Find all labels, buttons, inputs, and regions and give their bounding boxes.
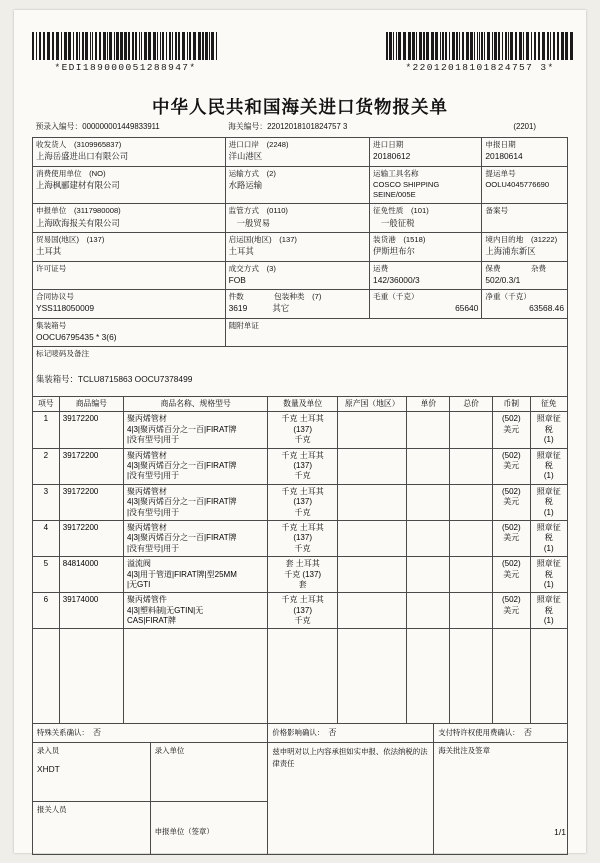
goods-item-no: 6 (33, 593, 60, 629)
price-influence-value: 否 (328, 728, 337, 738)
trade-country-value: 土耳其 (36, 246, 62, 257)
insurance-value: 502/0.3/1 (485, 274, 521, 285)
levy-nature-label: 征免性质 (373, 206, 404, 216)
goods-item-no: 1 (33, 412, 60, 448)
declare-date-label: 申报日期 (485, 140, 516, 149)
goods-name-line: |没有型号|用于 (126, 507, 180, 517)
col-levy: 征免 (530, 397, 567, 412)
transport-name-label: 运输工具名称 (373, 168, 419, 178)
field-declarant (33, 204, 226, 233)
row-container (33, 318, 568, 347)
declaration-header-table (32, 120, 568, 397)
goods-unit-price (407, 448, 450, 484)
col-origin: 原产国（地区） (337, 397, 407, 412)
goods-qty-unit (268, 448, 338, 484)
goods-name-line: 4|3|聚丙烯百分之一百|FIRAT牌 (126, 533, 237, 543)
royalty-value: 否 (523, 728, 532, 738)
goods-qty-line: (137) (293, 533, 312, 543)
row-consumer (33, 166, 568, 204)
load-port-value: 伊斯坦布尔 (373, 246, 415, 257)
entry-unit-label: 录入单位 (154, 745, 185, 755)
row-consignee (33, 138, 568, 167)
goods-qty-line: 千克 (294, 543, 311, 553)
goods-name-line: CAS|FIRAT牌 (126, 616, 176, 626)
container-line-value: TCLU8715863 OOCU7378499 (77, 373, 193, 384)
consumer-value: 上海枫郦建材有限公司 (36, 179, 120, 190)
trade-country-code: (137) (86, 234, 105, 244)
barcode-left-text: *EDI189000051288947* (54, 62, 197, 73)
consignee-code: (3109965837) (73, 140, 122, 149)
goods-currency: (502) 美元 (493, 520, 530, 556)
entry-clerk-value: XHDT (37, 764, 60, 775)
bill-no-value: OOLU4045776690 (485, 179, 550, 189)
barcode-right-text: *22012018101824757 3* (405, 62, 555, 73)
container-no-label: 集装箱号 (36, 320, 67, 330)
goods-unit-price (407, 593, 450, 629)
goods-qty-line: 千克 土耳其 (281, 522, 324, 532)
field-port (225, 138, 369, 167)
goods-currency: (502) 美元 (493, 448, 530, 484)
barcode-left-bars (32, 32, 219, 60)
field-origin-country (225, 232, 369, 261)
field-contract-no (33, 290, 226, 319)
packages-value: 3619 (228, 303, 248, 314)
goods-qty-line: 千克 (294, 507, 311, 517)
statement-text: 兹申明对以上内容承担如实申报、依法纳税的法律责任 (272, 746, 428, 768)
goods-name-line: 聚丙烯管材 (126, 522, 167, 532)
goods-total-price (450, 520, 493, 556)
field-load-port (370, 232, 482, 261)
goods-levy: 照章征税 (1) (530, 593, 567, 629)
customs-no-cell (225, 120, 369, 138)
field-consumer (33, 166, 226, 204)
transport-name-value: COSCO SHIPPING SEINE/005E (373, 179, 440, 200)
goods-qty-line: 千克 (137) (284, 569, 322, 579)
goods-origin (337, 412, 407, 448)
declare-date-value: 20180614 (485, 151, 523, 162)
goods-blank-row (33, 629, 568, 724)
goods-total-price (450, 412, 493, 448)
load-port-label: 装货港 (373, 234, 396, 244)
goods-row (33, 412, 568, 448)
pre-entry-cell (33, 120, 226, 138)
goods-name-line: 4|3|聚丙烯百分之一百|FIRAT牌 (126, 497, 237, 507)
goods-hs-code: 39172200 (59, 484, 123, 520)
row-confirmations (33, 724, 568, 742)
goods-qty-line: 千克 土耳其 (281, 595, 324, 605)
field-consignee (33, 138, 226, 167)
col-currency: 币制 (493, 397, 530, 412)
goods-row (33, 593, 568, 629)
goods-origin (337, 593, 407, 629)
goods-qty-line: 千克 土耳其 (281, 450, 324, 460)
supervision-code: (0110) (266, 206, 288, 216)
pre-entry-value: 000000001449833911 (82, 122, 160, 131)
terms-value: FOB (228, 274, 246, 285)
origin-country-code: (137) (279, 234, 297, 244)
footer-table (32, 723, 568, 854)
goods-name-spec (123, 412, 267, 448)
container-line-label: 集装箱号： (36, 373, 78, 384)
cell-statement (268, 742, 434, 854)
marks-label: 标记唛码及备注 (36, 349, 90, 359)
document-title: 中华人民共和国海关进口货物报关单 (152, 97, 448, 117)
freight-label: 运费 (373, 263, 389, 273)
gross-weight-label: 毛重（千克） (373, 292, 419, 302)
license-no-label: 许可证号 (36, 263, 67, 273)
goods-levy: 照章征税 (1) (530, 484, 567, 520)
cell-declare-unit (150, 801, 268, 854)
goods-qty-line: (137) (293, 605, 312, 615)
goods-qty-line: 套 (298, 579, 307, 589)
col-name-spec: 商品名称、规格型号 (123, 397, 267, 412)
contract-no-value: YSS118050009 (36, 303, 95, 314)
import-date-value: 20180612 (373, 151, 411, 162)
goods-origin (337, 520, 407, 556)
barcode-right (386, 32, 574, 73)
goods-hs-code: 39174000 (59, 593, 123, 629)
goods-qty-line: (137) (293, 461, 312, 470)
goods-name-line: 聚丙烯管材 (126, 486, 167, 496)
declarant-label: 申报单位 (36, 206, 67, 216)
col-hs-code: 商品编号 (59, 397, 123, 412)
port-value: 洋山港区 (228, 151, 263, 162)
goods-item-no: 5 (33, 557, 60, 593)
cell-entry-unit (150, 742, 268, 801)
field-packages (225, 290, 369, 319)
goods-levy: 照章征税 (1) (530, 448, 567, 484)
insurance-label: 保费 (485, 263, 501, 273)
package-type-code: (7) (312, 292, 322, 302)
customs-no-value: 22012018101824757 3 (267, 122, 348, 131)
goods-name-line: 4|3|聚丙烯百分之一百|FIRAT牌 (126, 461, 237, 470)
goods-qty-unit (268, 520, 338, 556)
goods-hs-code: 39172200 (59, 520, 123, 556)
pre-entry-label: 预录入编号： (35, 122, 83, 131)
row-signatures (33, 742, 568, 801)
goods-name-spec (123, 557, 267, 593)
goods-item-no: 2 (33, 448, 60, 484)
seq-value: (2201) (513, 122, 536, 131)
goods-qty-unit (268, 484, 338, 520)
goods-currency: (502) 美元 (493, 593, 530, 629)
col-total-price: 总价 (450, 397, 493, 412)
field-license-no (33, 261, 226, 290)
import-date-label: 进口日期 (373, 140, 404, 149)
supervision-label: 监管方式 (228, 206, 259, 216)
goods-name-line: |没有型号|用于 (126, 471, 180, 481)
goods-levy: 照章征税 (1) (530, 412, 567, 448)
supervision-value: 一般贸易 (236, 217, 271, 228)
goods-name-line: |无GTI (126, 579, 151, 589)
goods-unit-price (407, 557, 450, 593)
goods-name-line: 溢流阀 (126, 559, 151, 569)
declarant-value: 上海欧海报关有限公司 (36, 217, 120, 228)
goods-name-spec (123, 484, 267, 520)
net-weight-value: 63568.46 (529, 303, 564, 314)
goods-qty-line: 千克 (294, 471, 311, 481)
goods-qty-line: (137) (293, 497, 312, 507)
row-marks (33, 347, 568, 397)
goods-unit-price (407, 412, 450, 448)
goods-name-line: |没有型号|用于 (126, 543, 180, 553)
port-label: 进口口岸 (228, 140, 259, 149)
field-marks (33, 347, 568, 397)
goods-qty-line: 千克 (294, 435, 311, 445)
field-levy-nature (370, 204, 482, 233)
goods-origin (337, 448, 407, 484)
port-code: (2248) (266, 140, 289, 149)
goods-levy: 照章征税 (1) (530, 520, 567, 556)
goods-levy: 照章征税 (1) (530, 557, 567, 593)
page-number: 1/1 (554, 827, 566, 837)
goods-name-spec (123, 593, 267, 629)
goods-header-row (33, 397, 568, 412)
field-terms (225, 261, 369, 290)
field-bill-no (482, 166, 568, 204)
row-contract (33, 290, 568, 319)
field-record-no (482, 204, 568, 233)
customs-no-label: 海关编号： (228, 122, 268, 131)
goods-unit-price (407, 484, 450, 520)
row-trade-country (33, 232, 568, 261)
scanned-form-sheet (14, 10, 586, 853)
field-supervision (225, 204, 369, 233)
field-freight (370, 261, 482, 290)
goods-name-line: 聚丙烯管件 (126, 595, 167, 605)
misc-label: 杂费 (530, 263, 547, 273)
goods-hs-code: 84814000 (59, 557, 123, 593)
row-preentry (33, 120, 568, 138)
barcode-right-bars (386, 32, 574, 60)
field-transport-name (370, 166, 482, 204)
package-type-label: 包装种类 (274, 292, 305, 302)
field-trade-country (33, 232, 226, 261)
goods-total-price (450, 484, 493, 520)
net-weight-label: 净重（千克） (485, 292, 531, 302)
goods-qty-line: 套 土耳其 (285, 559, 320, 569)
goods-qty-unit (268, 557, 338, 593)
cell-entry-clerk (33, 742, 151, 801)
row-license (33, 261, 568, 290)
field-import-date (370, 138, 482, 167)
goods-qty-line: 千克 土耳其 (281, 414, 324, 424)
col-unit-price: 单价 (407, 397, 450, 412)
goods-total-price (450, 593, 493, 629)
goods-total-price (450, 557, 493, 593)
goods-currency: (502) 美元 (493, 484, 530, 520)
goods-name-line: 4|3|聚丙烯百分之一百|FIRAT牌 (126, 424, 237, 434)
declarant-code: (3117980008) (73, 206, 121, 216)
goods-origin (337, 484, 407, 520)
contract-no-label: 合同协议号 (36, 292, 74, 302)
packages-label: 件数 (228, 292, 244, 302)
dest-region-value: 上海浦东新区 (485, 246, 536, 257)
goods-unit-price (407, 520, 450, 556)
consignee-value: 上海岳盛进出口有限公司 (36, 151, 129, 162)
special-relation-label: 特殊关系确认： (37, 728, 86, 738)
origin-country-value: 土耳其 (228, 246, 254, 257)
goods-qty-line: 千克 土耳其 (281, 486, 324, 496)
dest-region-label: 境内目的地 (485, 234, 524, 244)
field-net-weight (482, 290, 568, 319)
cell-declarant-person (33, 801, 151, 854)
declarant-person-label: 报关人员 (37, 804, 67, 814)
goods-name-spec (123, 520, 267, 556)
goods-item-no: 4 (33, 520, 60, 556)
goods-qty-unit (268, 593, 338, 629)
field-insurance-misc (482, 261, 568, 290)
goods-name-line: |没有型号|用于 (126, 435, 180, 445)
levy-nature-code: (101) (411, 206, 429, 216)
goods-qty-unit (268, 412, 338, 448)
transport-mode-code: (2) (266, 168, 276, 178)
seq-value-cell (482, 120, 568, 138)
royalty-label: 支付特许权使用费确认： (438, 728, 516, 738)
field-gross-weight (370, 290, 482, 319)
field-transport-mode (225, 166, 369, 204)
transport-mode-value: 水路运输 (228, 179, 263, 190)
price-influence-label: 价格影响确认： (272, 728, 321, 738)
field-dest-region (482, 232, 568, 261)
terms-code: (3) (266, 263, 276, 273)
goods-name-spec (123, 448, 267, 484)
goods-row (33, 448, 568, 484)
freight-value: 142/36000/3 (373, 274, 420, 285)
goods-name-line: 4|3|塑料制|无GTIN|无 (126, 605, 204, 615)
attached-docs-label: 随附单证 (228, 320, 259, 330)
barcode-left (32, 32, 219, 73)
load-port-code: (1518) (403, 234, 426, 244)
levy-nature-value: 一般征税 (381, 217, 415, 228)
goods-hs-code: 39172200 (59, 412, 123, 448)
package-type-value: 其它 (272, 303, 290, 314)
transport-mode-label: 运输方式 (228, 168, 259, 178)
goods-qty-line: (137) (293, 424, 312, 434)
entry-clerk-label: 录入员 (37, 745, 60, 755)
goods-name-line: 聚丙烯管材 (126, 414, 167, 424)
field-declare-date (482, 138, 568, 167)
consumer-code: (NO) (89, 168, 106, 178)
seq-cell (370, 120, 482, 138)
bill-no-label: 提运单号 (485, 168, 516, 178)
terms-label: 成交方式 (228, 263, 259, 273)
goods-table (32, 396, 568, 724)
col-qty-unit: 数量及单位 (268, 397, 338, 412)
trade-country-label: 贸易国(地区) (36, 234, 80, 244)
goods-row (33, 520, 568, 556)
goods-qty-line: 千克 (294, 616, 311, 626)
origin-country-label: 启运国(地区) (228, 234, 272, 244)
consumer-label: 消费使用单位 (36, 168, 82, 178)
field-attached-docs (225, 318, 567, 347)
goods-origin (337, 557, 407, 593)
declare-unit-label: 申报单位（签章） (154, 826, 214, 836)
goods-row (33, 484, 568, 520)
goods-name-line: 4|3|用于管道|FIRAT牌|型25MM (126, 569, 237, 579)
cell-price-influence (268, 724, 434, 742)
goods-hs-code: 39172200 (59, 448, 123, 484)
goods-total-price (450, 448, 493, 484)
customs-note-label: 海关批注及签章 (438, 745, 490, 755)
dest-region-code: (31222) (530, 234, 558, 244)
consignee-label: 收发货人 (36, 140, 67, 149)
field-container-no (33, 318, 226, 347)
goods-item-no: 3 (33, 484, 60, 520)
gross-weight-value: 65640 (455, 303, 479, 314)
row-declarant (33, 204, 568, 233)
goods-name-line: 聚丙烯管材 (126, 450, 167, 460)
special-relation-value: 否 (93, 728, 102, 738)
goods-currency: (502) 美元 (493, 412, 530, 448)
cell-customs-note (434, 742, 568, 854)
goods-currency: (502) 美元 (493, 557, 530, 593)
col-item-no: 项号 (33, 397, 60, 412)
cell-special-relation (33, 724, 268, 742)
cell-royalty (434, 724, 568, 742)
goods-row (33, 557, 568, 593)
container-no-value: OOCU6795435 * 3(6) (36, 331, 117, 342)
record-no-label: 备案号 (485, 206, 509, 216)
